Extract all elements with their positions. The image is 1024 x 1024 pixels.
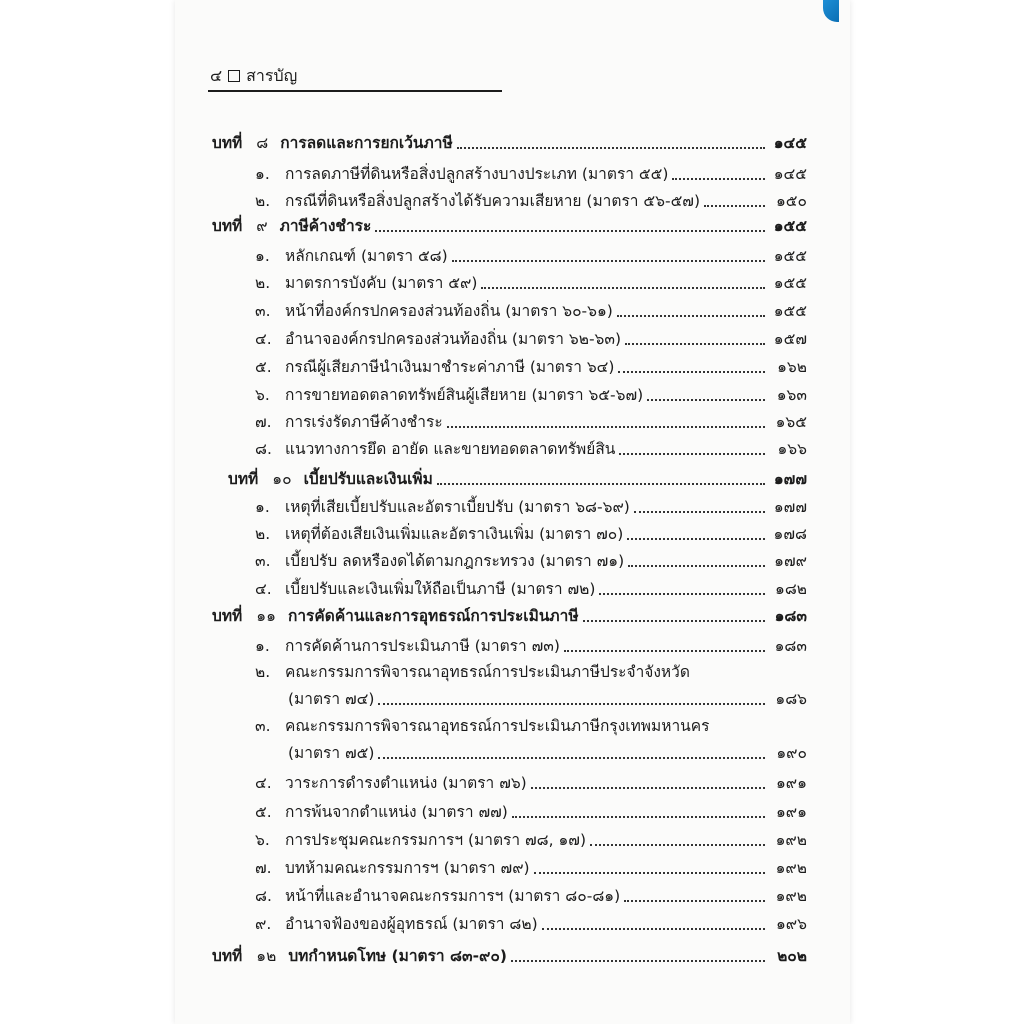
- dot-leader: [624, 886, 765, 902]
- chapter-title: บทกำหนดโทษ (มาตรา ๘๓-๙๐): [288, 947, 507, 965]
- item-title: หน้าที่และอำนาจคณะกรรมการฯ (มาตรา ๘๐-๘๑): [285, 887, 621, 905]
- dot-leader: [625, 329, 765, 345]
- page-number: ๑๙๑: [775, 803, 807, 821]
- item-number: ๓.: [255, 302, 271, 320]
- dot-leader: [437, 469, 765, 485]
- toc-item-row: [255, 829, 807, 851]
- page-number: ๑๗๗: [773, 470, 807, 488]
- item-number: ๖.: [255, 386, 270, 404]
- page-number: ๒๐๒: [777, 947, 807, 965]
- item-title: อำนาจองค์กรปกครองส่วนท้องถิ่น (มาตรา ๖๒-๖๓): [285, 330, 622, 348]
- page-number: ๑๙๖: [775, 915, 807, 933]
- item-title: การเร่งรัดภาษีค้างชำระ: [285, 413, 443, 431]
- page-number: ๑๕๕: [773, 302, 807, 320]
- header-page-number: ๔: [210, 66, 223, 85]
- page-number: ๑๕๕: [773, 247, 807, 265]
- item-title: หลักเกณฑ์ (มาตรา ๕๘): [285, 247, 448, 265]
- item-number: ๓.: [255, 552, 271, 570]
- toc-item-row: [255, 356, 807, 378]
- item-number: ๕.: [255, 803, 272, 821]
- toc-item-row: [255, 190, 807, 212]
- dot-leader: [447, 412, 765, 428]
- page-number: ๑๕๗: [773, 330, 807, 348]
- page-number: ๑๖๖: [777, 440, 807, 458]
- item-number: ๔.: [255, 580, 272, 598]
- toc-item-row: [255, 163, 807, 185]
- item-title: เบี้ยปรับและเงินเพิ่มให้ถือเป็นภาษี (มาตรา ๗๒): [285, 580, 596, 598]
- chapter-title: เบี้ยปรับและเงินเพิ่ม: [303, 470, 433, 488]
- page-number: ๑๔๕: [773, 134, 807, 152]
- chapter-prefix: บทที่: [212, 134, 243, 152]
- toc-item-row: [255, 635, 807, 657]
- chapter-prefix: บทที่: [212, 947, 243, 965]
- toc-item-row: [255, 801, 807, 823]
- page-number: ๑๘๒: [774, 580, 807, 598]
- toc-item-row: [255, 328, 807, 350]
- item-title: อำนาจฟ้องของผู้อุทธรณ์ (มาตรา ๘๒): [285, 915, 538, 933]
- dot-leader: [672, 164, 765, 180]
- toc-item-row: [255, 496, 807, 518]
- item-title: การประชุมคณะกรรมการฯ (มาตรา ๗๘, ๑๗): [285, 831, 587, 849]
- dot-leader: [704, 191, 765, 207]
- page-number: ๑๘๓: [774, 637, 807, 655]
- chapter-prefix: บทที่: [212, 217, 243, 235]
- chapter-number: ๑๑: [256, 607, 276, 625]
- chapter-row: [212, 215, 807, 237]
- chapter-number: ๙: [256, 217, 268, 235]
- dot-leader: [481, 273, 765, 289]
- dot-leader: [627, 524, 765, 540]
- page-number: ๑๗๘: [773, 525, 807, 543]
- item-number: ๗.: [255, 859, 272, 877]
- page-number: ๑๕๐: [775, 192, 807, 210]
- chapter-number: ๑๒: [256, 947, 277, 965]
- dot-leader: [457, 133, 765, 149]
- page-number: ๑๙๐: [776, 744, 807, 762]
- toc-item-row: [255, 913, 807, 935]
- item-title: หน้าที่องค์กรปกครองส่วนท้องถิ่น (มาตรา ๖๐-๖๑): [285, 302, 613, 320]
- toc-item-row: [255, 438, 807, 460]
- item-title: กรณีผู้เสียภาษีนำเงินมาชำระค่าภาษี (มาตรา ๖๔): [285, 358, 615, 376]
- toc-item-row: [255, 384, 807, 406]
- dot-leader: [634, 497, 765, 513]
- page-number: ๑๕๕: [773, 274, 807, 292]
- chapter-row: [212, 605, 807, 627]
- page-number: ๑๙๒: [775, 831, 807, 849]
- toc-item-row: [255, 411, 807, 433]
- toc-item-row: [255, 245, 807, 267]
- dot-leader: [534, 858, 765, 874]
- item-number: ๑.: [255, 498, 270, 516]
- dot-leader: [583, 606, 765, 622]
- toc-item-row: [255, 578, 807, 600]
- dot-leader: [542, 914, 765, 930]
- page-number: ๑๕๕: [773, 217, 807, 235]
- dot-leader: [599, 579, 765, 595]
- toc-item-row: [255, 523, 807, 545]
- item-number: ๑.: [255, 165, 270, 183]
- item-section-ref: (มาตรา ๗๔): [288, 690, 375, 708]
- item-number: ๘.: [255, 440, 272, 458]
- item-title: กรณีที่ดินหรือสิ่งปลูกสร้างได้รับความเสียหาย (มาตรา ๕๖-๕๗): [285, 192, 701, 210]
- chapter-title: ภาษีค้างชำระ: [279, 217, 372, 235]
- dot-leader: [511, 946, 765, 962]
- item-title: การคัดค้านการประเมินภาษี (มาตรา ๗๓): [285, 637, 560, 655]
- item-title: แนวทางการยึด อายัด และขายทอดตลาดทรัพย์สิน: [285, 440, 616, 458]
- dot-leader: [531, 773, 765, 789]
- item-number: ๔.: [255, 330, 272, 348]
- item-title: เหตุที่ต้องเสียเงินเพิ่มและอัตราเงินเพิ่ม (มาตรา ๗๐): [285, 525, 624, 543]
- chapter-title: การลดและการยกเว้นภาษี: [280, 134, 453, 152]
- item-number: ๒.: [255, 274, 271, 292]
- page-number: ๑๖๕: [775, 413, 807, 431]
- chapter-number: ๘: [256, 134, 269, 152]
- toc-item-row: [255, 857, 807, 879]
- item-number: ๒.: [255, 663, 271, 681]
- item-section-ref: (มาตรา ๗๕): [288, 744, 375, 762]
- item-title: การพ้นจากตำแหน่ง (มาตรา ๗๗): [285, 803, 508, 821]
- item-title: คณะกรรมการพิจารณาอุทธรณ์การประเมินภาษีกรุงเทพมหานคร: [285, 717, 710, 735]
- toc-item-row: [255, 715, 709, 737]
- page-number: ๑๘๖: [775, 690, 807, 708]
- item-title: บทห้ามคณะกรรมการฯ (มาตรา ๗๙): [285, 859, 530, 877]
- toc-item-continuation: [288, 688, 807, 710]
- toc-item-row: [255, 300, 807, 322]
- page-number: ๑๙๒: [775, 887, 807, 905]
- toc-item-row: [255, 272, 807, 294]
- item-number: ๓.: [255, 717, 271, 735]
- item-number: ๙.: [255, 915, 272, 933]
- dot-leader: [628, 551, 765, 567]
- page-number: ๑๖๓: [776, 386, 807, 404]
- page-number: ๑๔๕: [773, 165, 807, 183]
- dot-leader: [619, 439, 765, 455]
- item-number: ๑.: [255, 637, 270, 655]
- chapter-row: [228, 468, 807, 490]
- chapter-number: ๑๐: [272, 470, 292, 488]
- toc-item-row: [255, 772, 807, 794]
- item-number: ๔.: [255, 774, 272, 792]
- page-number: ๑๗๙: [774, 552, 807, 570]
- item-title: เหตุที่เสียเบี้ยปรับและอัตราเบี้ยปรับ (มาตรา ๖๘-๖๙): [285, 498, 630, 516]
- item-number: ๘.: [255, 887, 272, 905]
- chapter-prefix: บทที่: [212, 607, 243, 625]
- page-number: ๑๗๗: [773, 498, 807, 516]
- dot-leader: [564, 636, 765, 652]
- chapter-row: [212, 132, 807, 154]
- item-number: ๖.: [255, 831, 270, 849]
- dot-leader: [617, 301, 765, 317]
- page-number: ๑๘๓: [774, 607, 807, 625]
- item-title: การขายทอดตลาดทรัพย์สินผู้เสียหาย (มาตรา ๖๕-๖๗): [285, 386, 644, 404]
- item-number: ๕.: [255, 358, 272, 376]
- toc-item-row: [255, 661, 690, 683]
- toc-item-row: [255, 885, 807, 907]
- chapter-prefix: บทที่: [228, 470, 259, 488]
- page-number: ๑๖๒: [777, 358, 807, 376]
- page-number: ๑๙๒: [775, 859, 807, 877]
- dot-leader: [512, 802, 765, 818]
- toc-item-row: [255, 550, 807, 572]
- item-number: ๒.: [255, 192, 271, 210]
- item-title: การลดภาษีที่ดินหรือสิ่งปลูกสร้างบางประเภท (มาตรา ๕๕): [285, 165, 669, 183]
- dot-leader: [647, 385, 765, 401]
- dot-leader: [375, 216, 765, 232]
- chapter-row: [212, 945, 807, 967]
- toc-item-continuation: [288, 742, 807, 764]
- item-title: มาตรการบังคับ (มาตรา ๕๙): [285, 274, 478, 292]
- header-title: สารบัญ: [246, 66, 298, 85]
- chapter-title: การคัดค้านและการอุทธรณ์การประเมินภาษี: [287, 607, 579, 625]
- item-title: เบี้ยปรับ ลดหรืองดได้ตามกฎกระทรวง (มาตรา ๗๑): [285, 552, 625, 570]
- item-number: ๑.: [255, 247, 270, 265]
- page-number: ๑๙๑: [775, 774, 807, 792]
- dot-leader: [452, 246, 765, 262]
- dot-leader: [590, 830, 765, 846]
- item-title: คณะกรรมการพิจารณาอุทธรณ์การประเมินภาษีประจำจังหวัด: [285, 663, 690, 681]
- item-number: ๒.: [255, 525, 271, 543]
- item-title: วาระการดำรงตำแหน่ง (มาตรา ๗๖): [285, 774, 527, 792]
- dot-leader: [378, 743, 765, 759]
- dot-leader: [618, 357, 765, 373]
- dot-leader: [378, 689, 765, 705]
- item-number: ๗.: [255, 413, 272, 431]
